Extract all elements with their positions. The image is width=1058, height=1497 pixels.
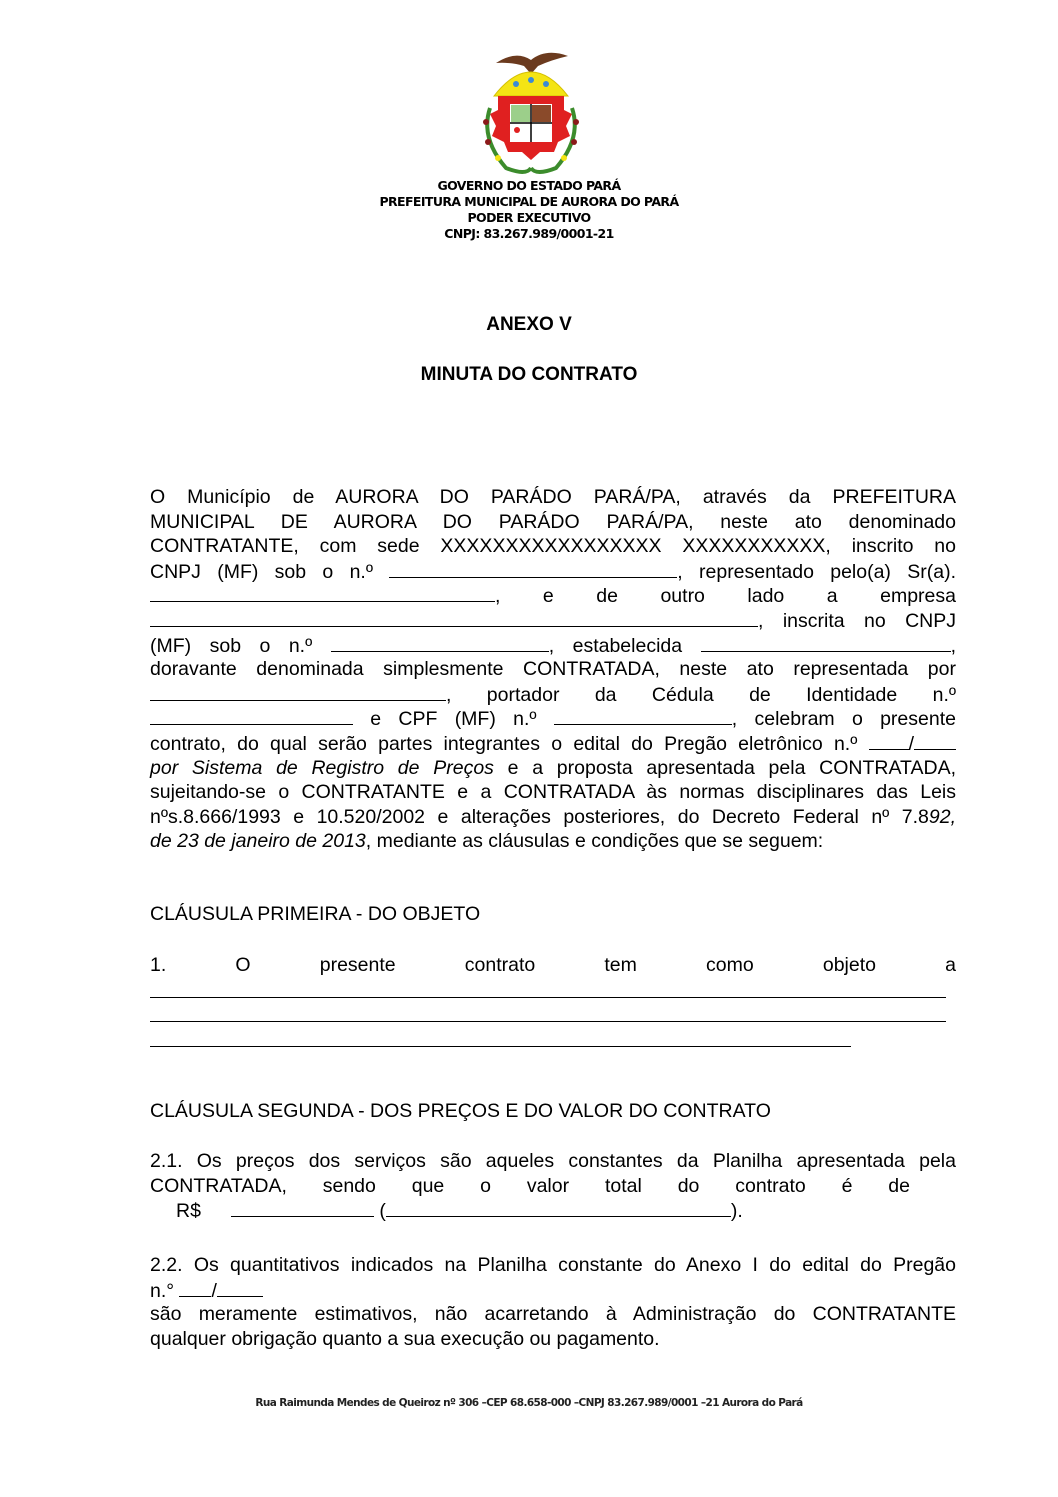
text: contrato, do qual serão partes integrantes o edital do Pregão eletrônico n.º — [150, 732, 858, 755]
object-blank-line-2[interactable] — [150, 1021, 946, 1022]
preamble-line — [150, 682, 956, 707]
clause-1-text — [150, 953, 956, 978]
text: e CPF (MF) n.º — [370, 708, 537, 731]
object-blank-line-3[interactable] — [150, 1046, 851, 1047]
municipal-coat-of-arms-icon — [476, 18, 586, 178]
text: e a proposta apresentada pela CONTRATADA, — [507, 756, 956, 779]
preamble-line — [150, 805, 956, 830]
preamble-line — [150, 559, 956, 584]
preamble-paragraph — [150, 485, 956, 854]
text: (MF) sob o n.º — [150, 634, 313, 657]
text: 92, — [928, 805, 956, 828]
clause-2-2-line: qualquer obrigação quanto a sua execução ou pagamento. — [150, 1327, 660, 1350]
clause-1-heading: CLÁUSULA PRIMEIRA - DO OBJETO — [150, 903, 481, 925]
preamble-line: CONTRATANTE, com sede XXXXXXXXXXXXXXXXX XXXXXXXXXXX, inscrito no — [150, 535, 956, 558]
text: , — [950, 634, 957, 657]
representative-blank-field[interactable] — [150, 583, 495, 602]
text: n.° — [150, 1279, 175, 1302]
tender-number-blank-field[interactable] — [179, 1278, 211, 1297]
header-executive: PODER EXECUTIVO — [467, 210, 591, 225]
clause-2-2 — [150, 1253, 956, 1351]
clause-2-2-line — [150, 1278, 956, 1303]
clause-2-1 — [150, 1149, 956, 1223]
tender-number-blank-field[interactable] — [869, 731, 909, 750]
text: de 23 de janeiro de 2013 — [150, 830, 366, 853]
cpf-blank-field[interactable] — [554, 706, 732, 725]
clause-2-1-line: CONTRATADA, sendo que o valor total do contrato é de — [150, 1174, 910, 1197]
header-cnpj: CNPJ: 83.267.989/0001-21 — [444, 226, 614, 241]
value-in-words-blank-field[interactable] — [386, 1198, 731, 1217]
preamble-line — [150, 829, 956, 854]
contractor-rep-blank-field[interactable] — [150, 682, 446, 701]
preamble-line: O Município de AURORA DO PARÁDO PARÁ/PA, através da PREFEITURA — [150, 486, 956, 508]
object-blank-line-1[interactable] — [150, 997, 946, 998]
text: , inscrita no CNPJ — [758, 609, 956, 632]
text: ( — [379, 1200, 386, 1223]
annex-title: ANEXO V — [486, 314, 572, 335]
id-card-blank-field[interactable] — [150, 706, 353, 725]
text: , e de outro lado a empresa — [495, 585, 956, 608]
text: / — [908, 732, 915, 755]
currency-label: R$ — [176, 1200, 201, 1223]
text: , estabelecida — [548, 634, 683, 657]
preamble-line: MUNICIPAL DE AURORA DO PARÁDO PARÁ/PA, neste ato denominado — [150, 510, 956, 533]
text: ). — [730, 1200, 743, 1223]
clause-2-1-line — [150, 1198, 956, 1223]
tender-year-blank-field[interactable] — [217, 1278, 263, 1297]
text: , portador da Cédula de Identidade n.º — [446, 683, 956, 706]
text: CNPJ (MF) sob o n.º — [150, 560, 373, 583]
total-value-blank-field[interactable] — [231, 1198, 374, 1217]
address-blank-field[interactable] — [701, 633, 951, 652]
preamble-line — [150, 731, 956, 756]
text: nºs.8.666/1993 e 10.520/2002 e alterações posteriores, do Decreto Federal nº 7.8 — [150, 805, 929, 828]
cnpj-blank-field[interactable] — [389, 559, 677, 578]
preamble-line — [150, 706, 956, 731]
document-title: MINUTA DO CONTRATO — [420, 364, 638, 385]
text: / — [211, 1279, 217, 1302]
preamble-line: sujeitando-se o CONTRATANTE e a CONTRATADA às normas disciplinares das Leis — [150, 781, 956, 804]
clause-1-line: 1. O presente contrato tem como objeto a — [150, 954, 956, 976]
clause-2-1-line: 2.1. Os preços dos serviços são aqueles constantes da Planilha apresentada pela — [150, 1150, 956, 1172]
company-blank-field[interactable] — [150, 608, 758, 627]
text: , mediante as cláusulas e condições que se seguem: — [365, 830, 824, 853]
text: , representado pelo(a) Sr(a). — [677, 560, 956, 583]
preamble-line: doravante denominada simplesmente CONTRATADA, neste ato representada por — [150, 658, 956, 681]
clause-2-2-line: são meramente estimativos, não acarretando à Administração do CONTRATANTE — [150, 1303, 956, 1326]
preamble-line — [150, 583, 956, 608]
preamble-line — [150, 633, 956, 658]
clause-2-2-line: 2.2. Os quantitativos indicados na Planilha constante do Anexo I do edital do Pregão — [150, 1254, 956, 1276]
text: , celebram o presente — [731, 708, 956, 731]
footer-address: Rua Raimunda Mendes de Queiroz nº 306 –CEP 68.658-000 –CNPJ 83.267.989/0001 –21 Aurora do Pará — [255, 1397, 803, 1409]
preamble-line — [150, 608, 956, 633]
tender-year-blank-field[interactable] — [914, 731, 956, 750]
clause-2-heading: CLÁUSULA SEGUNDA - DOS PREÇOS E DO VALOR DO CONTRATO — [150, 1100, 771, 1122]
header-prefecture: PREFEITURA MUNICIPAL DE AURORA DO PARÁ — [379, 194, 679, 209]
company-cnpj-blank-field[interactable] — [331, 633, 549, 652]
text: por Sistema de Registro de Preços — [150, 756, 494, 779]
preamble-line — [150, 756, 956, 781]
header-government: GOVERNO DO ESTADO PARÁ — [437, 178, 621, 193]
